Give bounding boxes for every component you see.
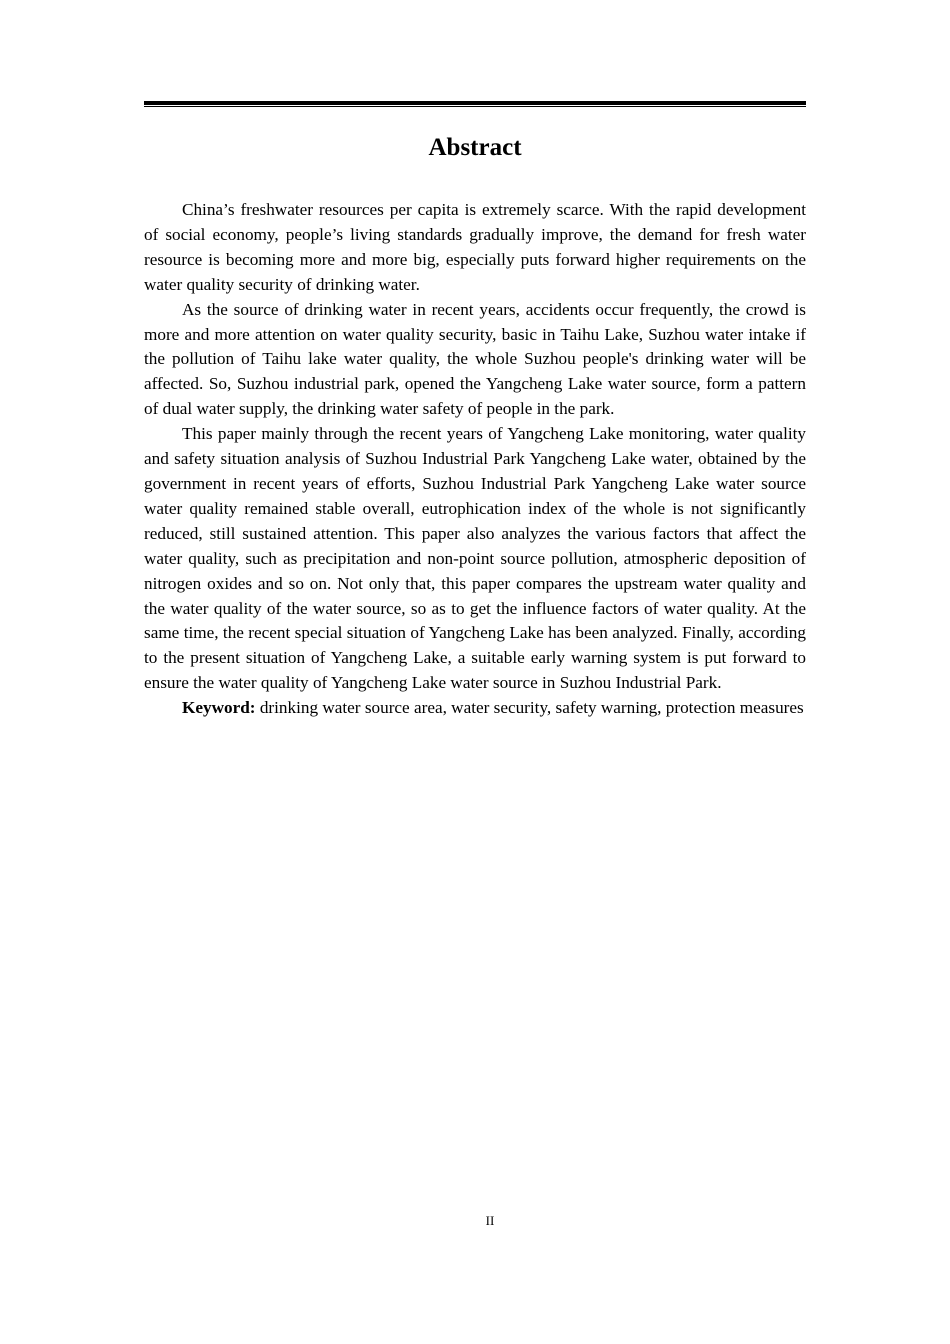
page-title: Abstract	[428, 134, 522, 161]
header-double-rule	[144, 101, 806, 107]
header-rule-thin	[144, 106, 806, 107]
keywords-label: Keyword:	[182, 698, 256, 718]
abstract-body	[144, 198, 806, 721]
abstract-paragraph-2: As the source of drinking water in recent years, accidents occur frequently, the crowd is more and more attention on water quality security, basic in Taihu Lake, Suzhou water intake if the pollution of Taihu lake water quality, the whole Suzhou people's drinking water will be affected. So, Suzhou industrial park, opened the Yangcheng Lake water source, form a pattern of dual water supply, the drinking water safety of people in the park.	[144, 299, 806, 419]
page-number: II	[485, 1213, 495, 1228]
abstract-paragraph-1: China’s freshwater resources per capita is extremely scarce. With the rapid development of social economy, people’s living standards gradually improve, the demand for fresh water resource is becoming more and more big, especially puts forward higher requirements on the water quality security of drinking water.	[144, 200, 806, 294]
keywords-paragraph	[144, 696, 806, 721]
abstract-paragraph-3: This paper mainly through the recent years of Yangcheng Lake monitoring, water quality and safety situation analysis of Suzhou Industrial Park Yangcheng Lake water, obtained by the government in recent years of efforts, Suzhou Industrial Park Yangcheng Lake water source water quality remained stable overall, eutrophication index of the whole is not significantly reduced, still sustained attention. This paper also analyzes the various factors that affect the water quality, such as precipitation and non-point source pollution, atmospheric deposition of nitrogen oxides and so on. Not only that, this paper compares the upstream water quality and the water quality of the water source, so as to get the influence factors of water quality. At the same time, the recent special situation of Yangcheng Lake has been analyzed. Finally, according to the present situation of Yangcheng Lake, a suitable early warning system is put forward to ensure the water quality of Yangcheng Lake water source in Suzhou Industrial Park.	[144, 424, 806, 693]
keywords-text: drinking water source area, water security, safety warning, protection measures	[255, 698, 804, 718]
